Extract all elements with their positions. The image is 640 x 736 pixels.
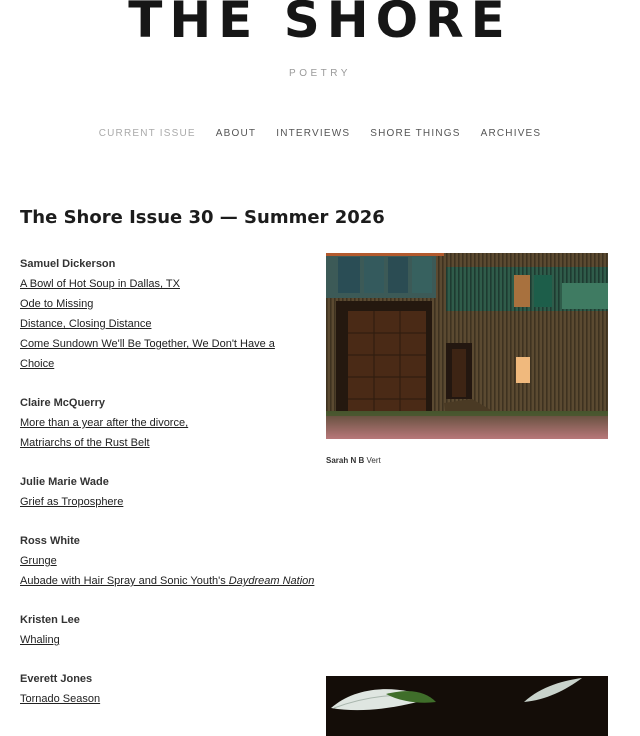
poem-link[interactable]: Tornado Season bbox=[20, 693, 101, 705]
author-group bbox=[20, 531, 320, 591]
table-of-contents bbox=[20, 254, 320, 728]
poem-link[interactable]: Grunge bbox=[20, 555, 57, 567]
artwork-title: Vert bbox=[366, 456, 381, 465]
poem-link[interactable]: Distance, Closing Distance bbox=[20, 318, 152, 330]
poem-title-part: Aubade with Hair Spray and Sonic Youth's Daydream Nation bbox=[20, 575, 315, 587]
poem-link[interactable]: Come Sundown We'll Be Together, We Don't Have a Choice bbox=[20, 338, 275, 370]
poem-link[interactable] bbox=[20, 571, 320, 591]
poem-link[interactable]: Whaling bbox=[20, 634, 60, 646]
nav-archives[interactable]: ARCHIVES bbox=[480, 128, 542, 139]
author-name: Claire McQuerry bbox=[20, 397, 105, 409]
nav-about[interactable]: ABOUT bbox=[215, 128, 257, 139]
poem-link[interactable]: Matriarchs of the Rust Belt bbox=[20, 437, 150, 449]
author-name: Ross White bbox=[20, 535, 80, 547]
author-group bbox=[20, 254, 320, 374]
site-tagline: POETRY bbox=[289, 68, 351, 79]
poem-link[interactable]: Ode to Missing bbox=[20, 298, 94, 310]
nav-shore-things[interactable]: SHORE THINGS bbox=[370, 128, 461, 139]
second-artwork-image bbox=[326, 676, 608, 736]
poem-link[interactable]: Grief as Troposphere bbox=[20, 496, 124, 508]
author-name: Samuel Dickerson bbox=[20, 258, 116, 270]
artist-name: Sarah N B bbox=[326, 456, 365, 465]
poem-link[interactable]: A Bowl of Hot Soup in Dallas, TX bbox=[20, 278, 180, 290]
author-group bbox=[20, 610, 320, 650]
featured-artwork-image bbox=[326, 253, 608, 439]
nav-interviews[interactable]: INTERVIEWS bbox=[276, 128, 351, 139]
author-group bbox=[20, 472, 320, 512]
author-group bbox=[20, 669, 320, 709]
site-title[interactable]: THE SHORE bbox=[128, 0, 512, 49]
issue-title: The Shore Issue 30 — Summer 2026 bbox=[20, 207, 385, 228]
main-nav bbox=[0, 128, 640, 139]
nav-current-issue[interactable]: CURRENT ISSUE bbox=[98, 128, 196, 139]
artwork-caption bbox=[326, 456, 381, 465]
masthead bbox=[0, 0, 640, 54]
author-name: Kristen Lee bbox=[20, 614, 80, 626]
poem-link[interactable]: More than a year after the divorce, bbox=[20, 417, 189, 429]
author-name: Julie Marie Wade bbox=[20, 476, 109, 488]
author-name: Everett Jones bbox=[20, 673, 93, 685]
author-group bbox=[20, 393, 320, 453]
